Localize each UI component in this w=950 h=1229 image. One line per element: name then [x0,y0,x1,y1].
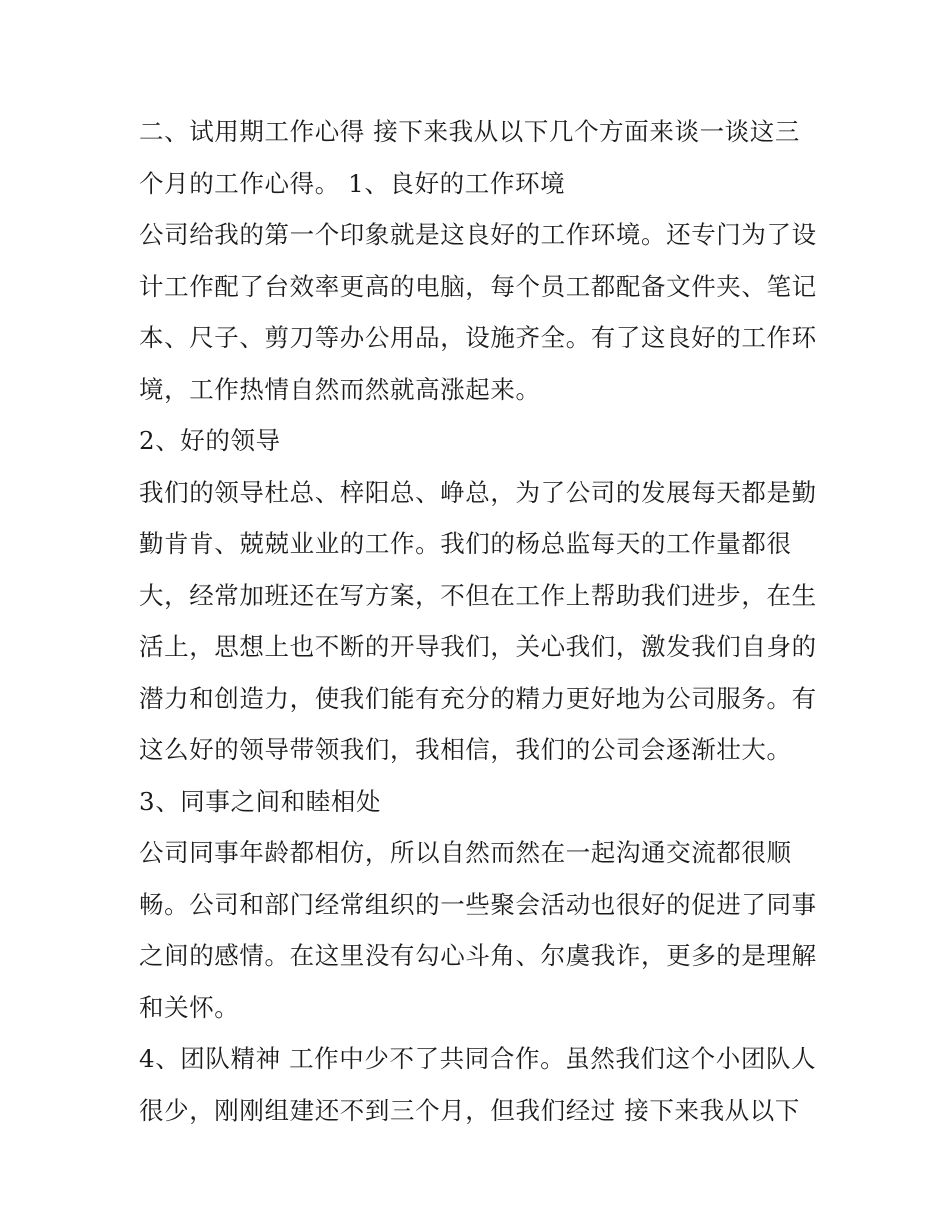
section-heading: 3、同事之间和睦相处 [139,786,382,816]
document-body [139,106,819,1136]
text-line: 本、尺子、剪刀等办公用品，设施齐全。有了这良好的工作环 [139,323,817,352]
text-line: 我们的领导杜总、梓阳总、峥总，为了公司的发展每天都是勤 [139,477,817,507]
text-line: 很少，刚刚组建还不到三个月，但我们经过 接下来我从以下 [139,1095,800,1125]
text-line: 勤肯肯、兢兢业业的工作。我们的杨总监每天的工作量都很 [139,529,792,558]
text-line: 大，经常加班还在写方案，不但在工作上帮助我们进步，在生 [139,580,817,610]
text-line: 和关怀。 [139,992,240,1022]
section-heading: 2、好的领导 [139,426,281,455]
text-line: 计工作配了台效率更高的电脑，每个员工都配备文件夹、笔记 [139,271,817,301]
text-line: 潜力和创造力，使我们能有充分的精力更好地为公司服务。有 [139,683,817,713]
text-line: 个月的工作心得。 1、良好的工作环境 [139,168,566,198]
text-line: 这么好的领导带领我们，我相信，我们的公司会逐渐壮大。 [139,735,792,764]
text-line: 之间的感情。在这里没有勾心斗角、尔虞我诈，更多的是理解 [139,941,817,970]
text-line: 公司同事年龄都相仿，所以自然而然在一起沟通交流都很顺 [139,838,792,867]
text-line: 境，工作热情自然而然就高涨起来。 [139,374,541,404]
text-line: 4、团队精神 工作中少不了共同合作。虽然我们这个小团队人 [139,1044,817,1073]
text-line: 二、试用期工作心得 接下来我从以下几个方面来谈一谈这三 [139,117,800,146]
text-line: 公司给我的第一个印象就是这良好的工作环境。还专门为了设 [139,220,817,249]
text-line: 活上，思想上也不断的开导我们，关心我们，激发我们自身的 [139,632,817,661]
text-line: 畅。公司和部门经常组织的一些聚会活动也很好的促进了同事 [139,889,817,919]
